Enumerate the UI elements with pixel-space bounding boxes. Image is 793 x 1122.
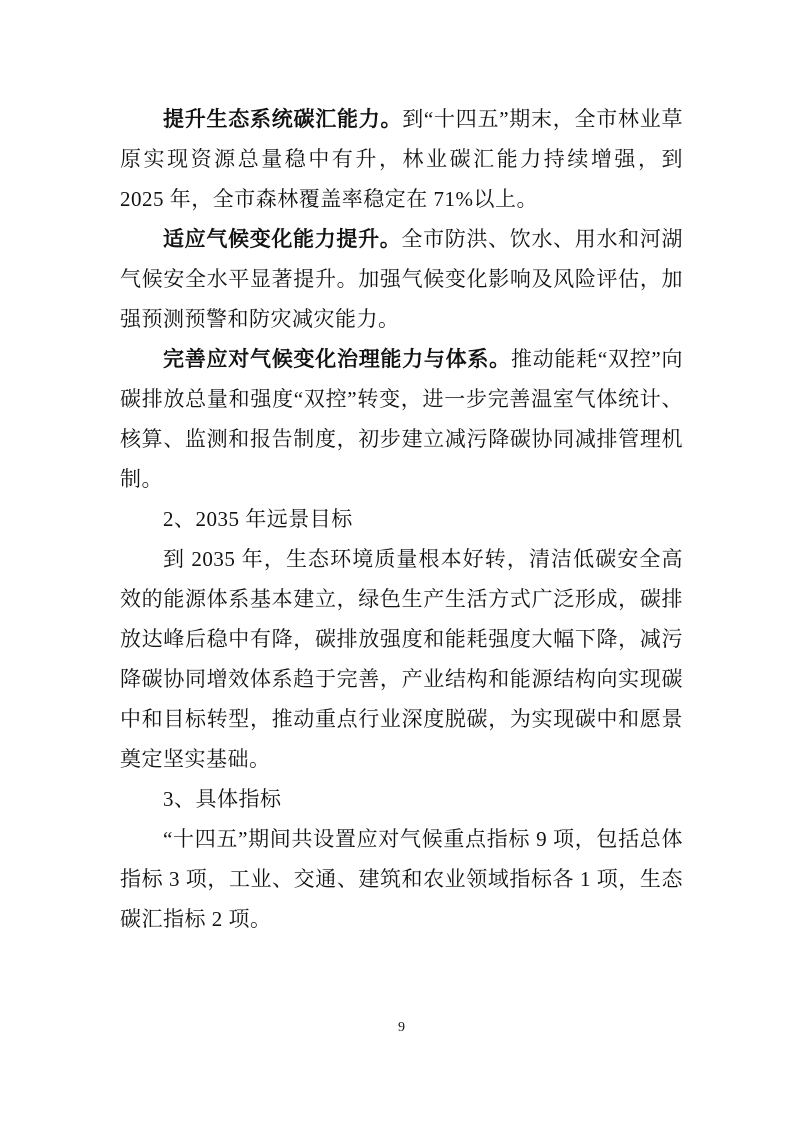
paragraph-body-text: 2、2035 年远景目标 (163, 507, 353, 531)
paragraph-body-text: 到 2035 年，生态环境质量根本好转，清洁低碳安全高效的能源体系基本建立，绿色生产生活方式广泛形成，碳排放达峰后稳中有降，碳排放强度和能耗强度大幅下降，减污降碳协同增效体系趋于完善，产业结构和能源结构向实现碳中和目标转型，推动重点行业深度脱碳，为实现碳中和愿景奠定坚实基础。 (120, 547, 683, 771)
paragraph-2035-vision-detail (120, 539, 683, 779)
paragraph-body-text: “十四五”期间共设置应对气候重点指标 9 项，包括总体指标 3 项，工业、交通、建筑和农业领域指标各 1 项，生态碳汇指标 2 项。 (120, 827, 683, 931)
heading-2035-vision-goal (120, 499, 683, 539)
paragraph-climate-adaptation (120, 219, 683, 339)
paragraph-lead-bold: 完善应对气候变化治理能力与体系。 (163, 347, 511, 371)
paragraph-lead-bold: 提升生态系统碳汇能力。 (163, 107, 403, 131)
page-number: 9 (398, 1020, 405, 1035)
heading-specific-indicators (120, 779, 683, 819)
paragraph-body-text: 全市防洪、饮水、用水和河湖气候安全水平显著提升。加强气候变化影响及风险评估，加强预测预警和防灾减灾能力。 (120, 227, 684, 331)
paragraph-carbon-sink (120, 99, 683, 219)
paragraph-body-text: 到“十四五”期末，全市林业草原实现资源总量稳中有升，林业碳汇能力持续增强，到 2025 年，全市森林覆盖率稳定在 71%以上。 (120, 107, 684, 211)
paragraph-lead-bold: 适应气候变化能力提升。 (163, 227, 402, 251)
document-body-text (120, 99, 683, 939)
paragraph-body-text: 3、具体指标 (163, 787, 282, 811)
paragraph-body-text: 推动能耗“双控”向碳排放总量和强度“双控”转变，进一步完善温室气体统计、核算、监测和报告制度，初步建立减污降碳协同减排管理机制。 (120, 347, 683, 491)
paragraph-indicator-summary (120, 819, 683, 939)
paragraph-governance-system (120, 339, 683, 499)
